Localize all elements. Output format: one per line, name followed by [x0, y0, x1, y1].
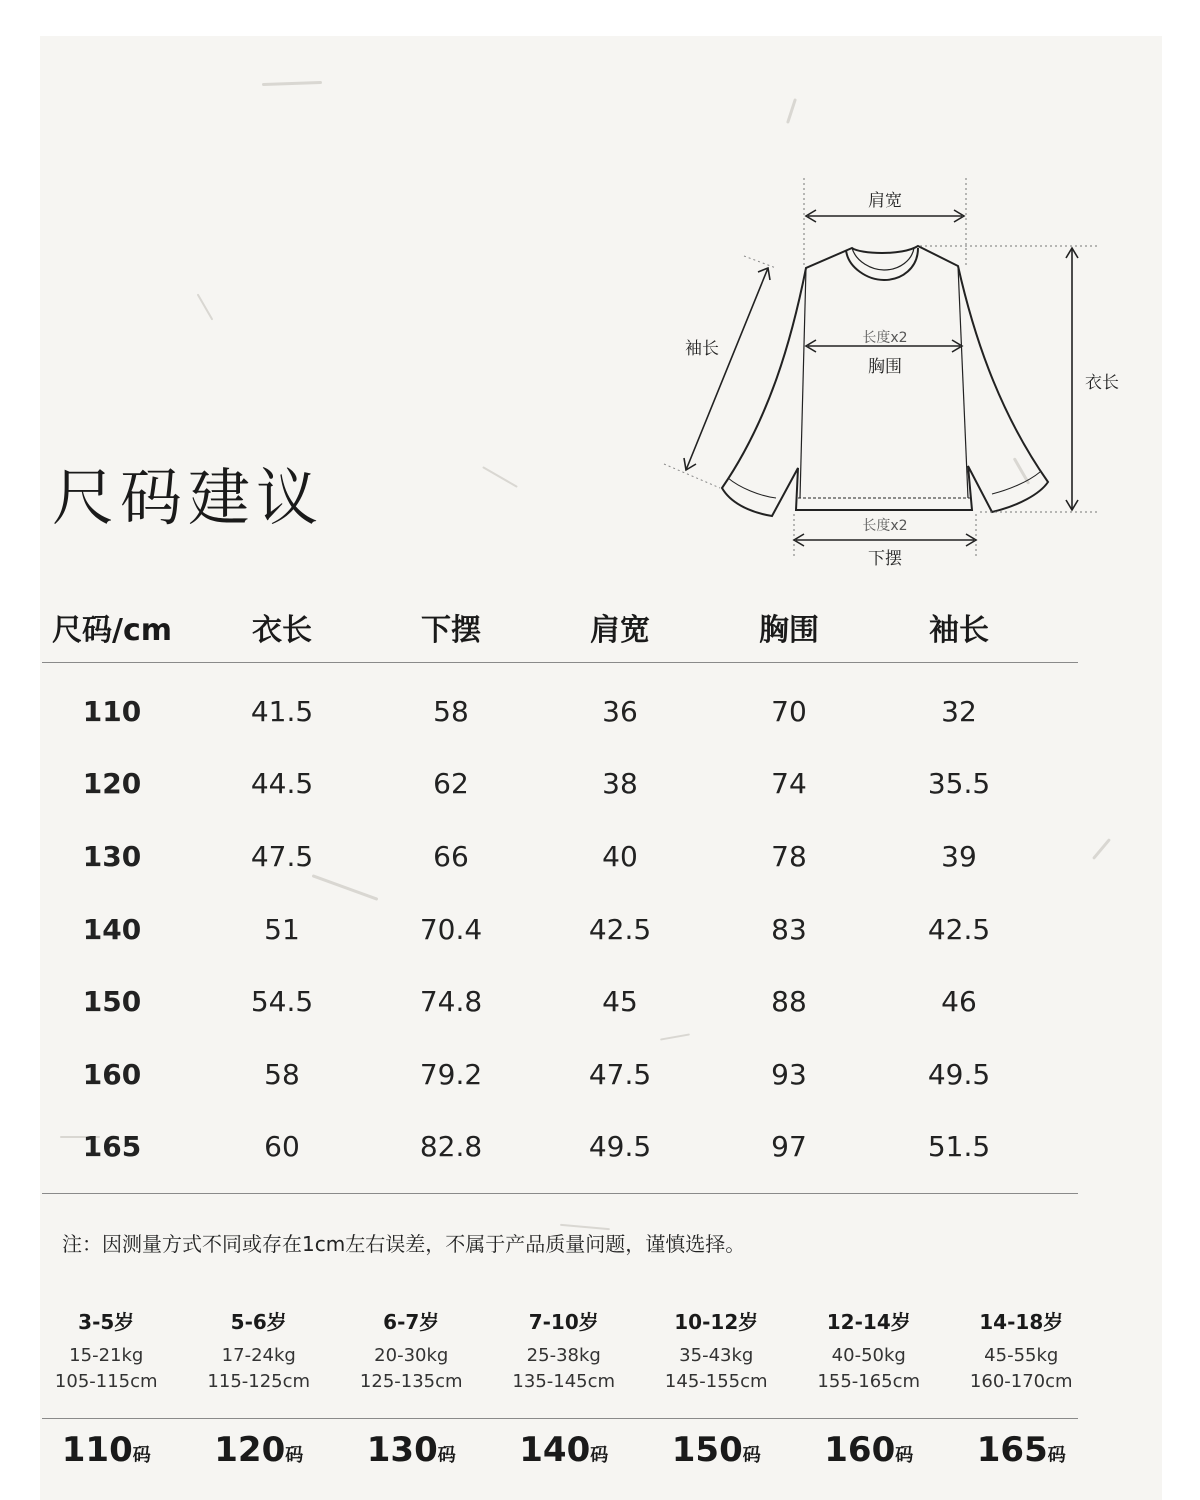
- age-item: [640, 1306, 793, 1395]
- table-row: [42, 1111, 1078, 1184]
- cell-chest: 83: [771, 912, 807, 946]
- age-range: 10-12岁: [674, 1310, 759, 1334]
- age-range: 7-10岁: [528, 1310, 599, 1334]
- size-code-number: 110: [61, 1430, 133, 1470]
- cell-sleeve: 39: [941, 839, 977, 873]
- page-title: 尺码建议: [52, 461, 325, 534]
- size-code-number: 165: [976, 1430, 1048, 1470]
- age-item: [488, 1306, 641, 1395]
- size-code: [488, 1430, 641, 1470]
- cell-chest: 70: [771, 694, 807, 728]
- cell-size: 160: [82, 1057, 142, 1091]
- size-code: [793, 1430, 946, 1470]
- cell-chest: 88: [771, 985, 807, 1019]
- cell-shoulder: 49.5: [588, 1130, 652, 1164]
- age-weight: 17-24kg: [221, 1345, 296, 1366]
- size-code-number: 140: [519, 1430, 591, 1470]
- table-row: [42, 893, 1078, 966]
- cell-length: 51: [264, 912, 300, 946]
- cell-shoulder: 40: [602, 839, 638, 873]
- cell-chest: 93: [771, 1057, 807, 1091]
- header-length: 衣长: [252, 613, 312, 648]
- cell-hem: 66: [433, 839, 469, 873]
- cell-hem: 70.4: [419, 912, 483, 946]
- garment-outline: [722, 246, 1048, 516]
- cell-length: 54.5: [250, 985, 314, 1019]
- age-height: 155-165cm: [817, 1371, 921, 1392]
- cell-length: 58: [264, 1057, 300, 1091]
- cell-sleeve: 35.5: [927, 767, 991, 801]
- table-header: [42, 592, 1078, 663]
- header-sleeve: 袖长: [929, 613, 989, 648]
- cell-chest: 78: [771, 839, 807, 873]
- age-weight: 45-55kg: [984, 1345, 1059, 1366]
- cell-sleeve: 51.5: [927, 1130, 991, 1164]
- cell-hem: 79.2: [419, 1057, 483, 1091]
- size-table: [42, 592, 1078, 1194]
- age-height: 160-170cm: [969, 1371, 1073, 1392]
- age-weight: 15-21kg: [69, 1345, 144, 1366]
- age-height: 135-145cm: [512, 1371, 616, 1392]
- cell-size: 140: [82, 912, 142, 946]
- hem-label: 下摆: [868, 549, 902, 569]
- cell-sleeve: 42.5: [927, 912, 991, 946]
- size-code: [183, 1430, 336, 1470]
- size-code: [640, 1430, 793, 1470]
- size-code-unit: 码: [895, 1445, 914, 1466]
- cell-size: 130: [82, 839, 142, 873]
- size-code-unit: 码: [1047, 1445, 1066, 1466]
- age-range: 3-5岁: [78, 1310, 135, 1334]
- age-range: 12-14岁: [826, 1310, 911, 1334]
- cell-size: 165: [82, 1130, 142, 1164]
- table-row: [42, 965, 1078, 1038]
- cell-length: 47.5: [250, 839, 314, 873]
- sleeve-label: 袖长: [685, 339, 719, 359]
- age-item: [945, 1306, 1098, 1395]
- header-shoulder: 肩宽: [590, 613, 650, 648]
- size-code: [945, 1430, 1098, 1470]
- section-divider: [42, 1418, 1078, 1419]
- cell-chest: 97: [771, 1130, 807, 1164]
- size-code-number: 160: [824, 1430, 896, 1470]
- cell-sleeve: 32: [941, 694, 977, 728]
- cell-hem: 82.8: [419, 1130, 483, 1164]
- cell-hem: 74.8: [419, 985, 483, 1019]
- size-code-number: 130: [366, 1430, 438, 1470]
- cell-shoulder: 36: [602, 694, 638, 728]
- age-height: 125-135cm: [359, 1371, 463, 1392]
- age-weight: 35-43kg: [679, 1345, 754, 1366]
- cell-size: 150: [82, 985, 142, 1019]
- age-guide: [30, 1306, 1110, 1395]
- age-range: 5-6岁: [230, 1310, 287, 1334]
- cell-size: 120: [82, 767, 142, 801]
- cell-shoulder: 38: [602, 767, 638, 801]
- age-height: 115-125cm: [207, 1371, 311, 1392]
- age-range: 14-18岁: [979, 1310, 1064, 1334]
- header-size: 尺码/cm: [52, 613, 172, 648]
- table-row: [42, 748, 1078, 821]
- age-weight: 20-30kg: [374, 1345, 449, 1366]
- age-item: [183, 1306, 336, 1395]
- age-item: [793, 1306, 946, 1395]
- cell-length: 60: [264, 1130, 300, 1164]
- cell-hem: 62: [433, 767, 469, 801]
- size-code-unit: 码: [437, 1445, 456, 1466]
- shoulder-label: 肩宽: [868, 191, 902, 211]
- cell-shoulder: 47.5: [588, 1057, 652, 1091]
- chest-label: 胸围: [868, 357, 902, 377]
- table-row: [42, 675, 1078, 748]
- size-code: [30, 1430, 183, 1470]
- table-body: [42, 663, 1078, 1194]
- size-code-unit: 码: [590, 1445, 609, 1466]
- table-row: [42, 1038, 1078, 1111]
- hem-note: 长度x2: [862, 518, 908, 534]
- cell-sleeve: 46: [941, 985, 977, 1019]
- cell-chest: 74: [771, 767, 807, 801]
- header-chest: 胸围: [759, 613, 819, 648]
- size-code-row: [30, 1430, 1110, 1470]
- age-range: 6-7岁: [383, 1310, 440, 1334]
- garment-diagram: [620, 138, 1119, 569]
- cell-length: 44.5: [250, 767, 314, 801]
- size-code-unit: 码: [285, 1445, 304, 1466]
- chest-note: 长度x2: [862, 330, 908, 346]
- age-item: [335, 1306, 488, 1395]
- size-code-number: 150: [671, 1430, 743, 1470]
- size-code-unit: 码: [132, 1445, 151, 1466]
- size-code-number: 120: [214, 1430, 286, 1470]
- cell-shoulder: 42.5: [588, 912, 652, 946]
- age-weight: 25-38kg: [526, 1345, 601, 1366]
- age-height: 105-115cm: [54, 1371, 158, 1392]
- length-label: 衣长: [1085, 373, 1119, 393]
- age-height: 145-155cm: [664, 1371, 768, 1392]
- age-item: [30, 1306, 183, 1395]
- cell-size: 110: [82, 694, 142, 728]
- cell-length: 41.5: [250, 694, 314, 728]
- size-code-unit: 码: [742, 1445, 761, 1466]
- table-row: [42, 820, 1078, 893]
- age-weight: 40-50kg: [831, 1345, 906, 1366]
- size-code: [335, 1430, 488, 1470]
- cell-sleeve: 49.5: [927, 1057, 991, 1091]
- header-hem: 下摆: [421, 613, 481, 648]
- cell-shoulder: 45: [602, 985, 638, 1019]
- cell-hem: 58: [433, 694, 469, 728]
- measurement-note: 注：因测量方式不同或存在1cm左右误差，不属于产品质量问题，谨慎选择。: [62, 1232, 746, 1256]
